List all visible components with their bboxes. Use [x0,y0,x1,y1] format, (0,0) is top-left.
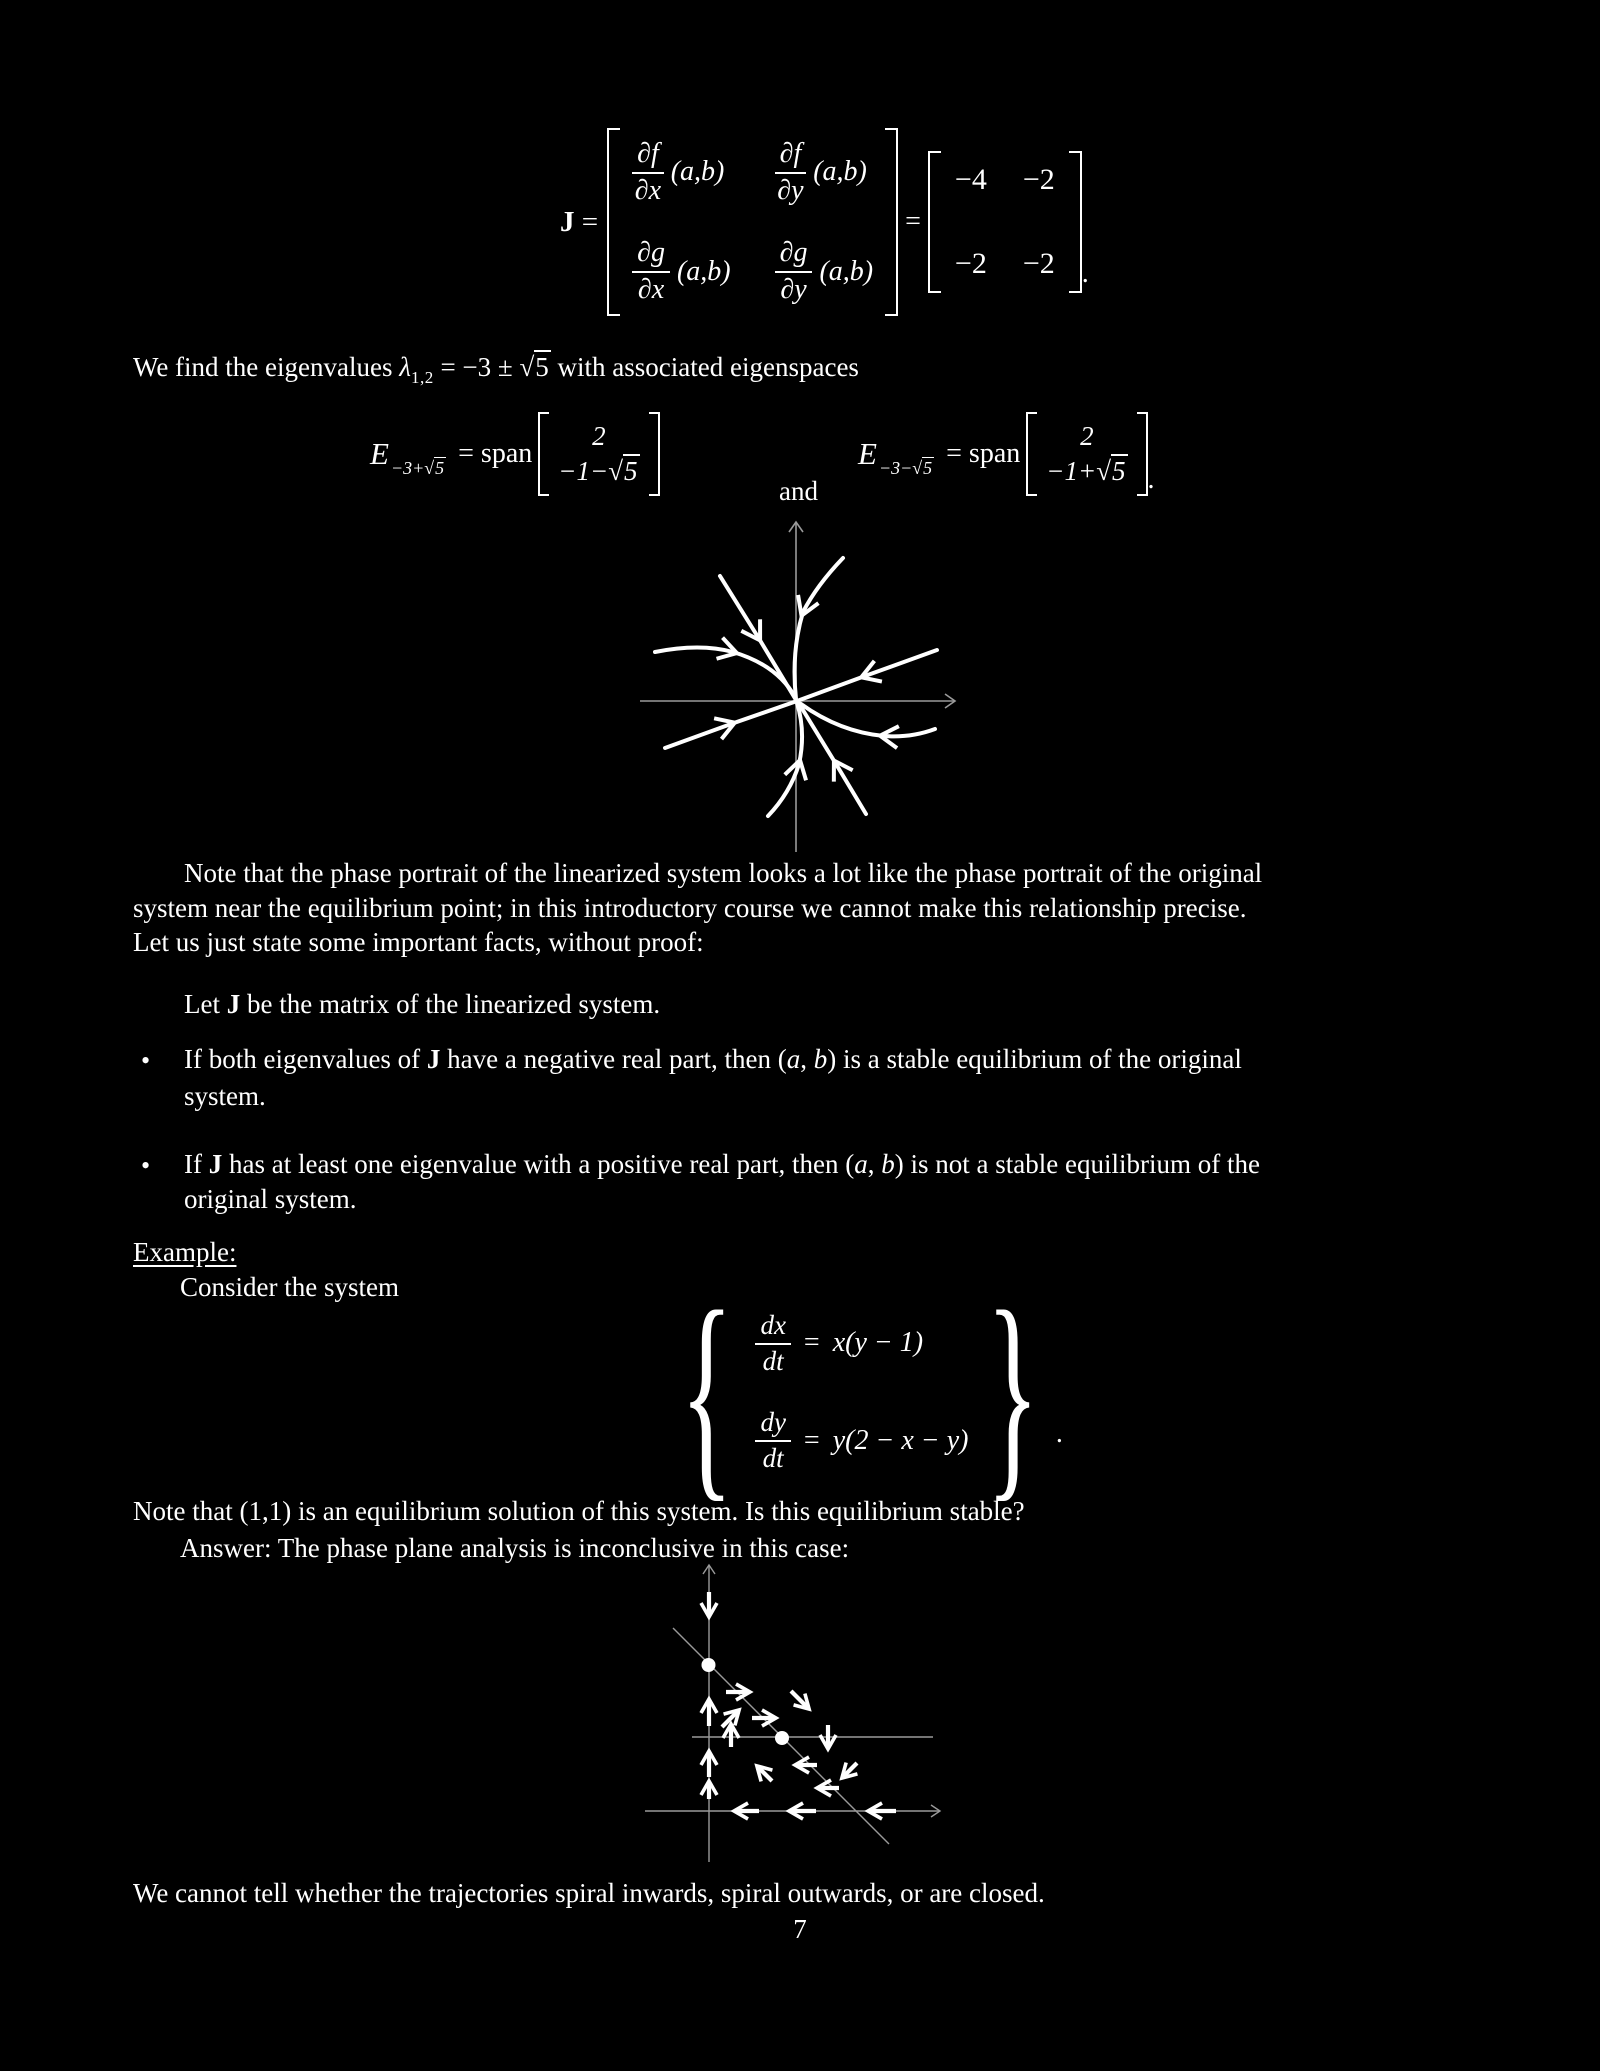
matrix-cell: $\frac{\partial g}{\partial y}$ (a,b) [775,237,874,306]
period: . [1055,1418,1063,1449]
jacobian-lhs: J = [560,205,599,238]
equilibrium-dot [775,1731,789,1745]
left-bracket [538,412,549,496]
eigenvector: 2 −1+√5 [1046,421,1126,486]
left-bracket [1026,412,1037,496]
period: . [1147,464,1155,495]
bullet-item-unstable-line2: original system. [184,1184,357,1214]
right-brace: } [986,1263,1040,1521]
right-bracket [649,412,660,496]
right-bracket [1137,412,1148,496]
equilibrium-dot [702,1658,716,1672]
eigenspace-right: E −3−√5 = span 2 −1+√5 . [858,412,1155,496]
eigenvector: 2 −1−√5 [558,421,638,486]
bullet-marker: • [141,1046,151,1075]
bullet-item-stable-line2: system. [184,1081,266,1111]
example-intro: Consider the system [180,1272,399,1302]
trajectory-curve [795,558,843,699]
right-bracket [1069,151,1082,293]
matrix-cell: $\frac{\partial g}{\partial x}$ (a,b) [632,237,731,306]
trajectory-eigendirection [665,701,797,748]
matrix-value: −2 [954,247,987,280]
eigenspace-left: E −3+√5 = span 2 −1−√5 [370,412,660,496]
closing-line: We cannot tell whether the trajectories spiral inwards, spiral outwards, or are closed. [133,1878,1045,1908]
field-arrow-down-left [844,1763,857,1776]
ode-equation-1: $\frac{dx}{dt}$ = x(y − 1) [755,1310,968,1377]
note-paragraph-line-3: Let us just state some important facts, without proof: [133,927,704,957]
answer-line: Answer: The phase plane analysis is inconclusive in this case: [180,1533,850,1563]
and-connector: and [779,476,818,506]
phase-portrait-node-figure [600,508,980,858]
period: . [1081,258,1089,289]
field-arrow-up-left [759,1768,772,1781]
note-paragraph-line-2: system near the equilibrium point; in this introductory course we cannot make this relationship precise. [133,893,1247,923]
left-bracket [607,128,620,316]
matrix-value: −2 [1022,163,1055,196]
left-bracket [928,151,941,293]
matrix-of-partials [624,128,881,317]
matrix-value: −4 [954,163,987,196]
let-j-line: Let J be the matrix of the linearized system. [184,989,661,1019]
jacobian-equation [560,128,1089,316]
right-bracket [885,128,898,316]
sqrt-sign: √ [519,352,535,382]
trajectory-curve [768,703,802,816]
trajectory-eigendirection [797,650,937,701]
equals-sign: = [905,206,921,237]
field-arrow-down-right [791,1691,807,1707]
matrix-cell: $\frac{\partial f}{\partial y}$ (a,b) [775,138,874,207]
bullet-item-unstable: If J has at least one eigenvalue with a positive real part, then (a, b) is not a stable equilibrium of the [184,1149,1260,1179]
ode-equation-2: $\frac{dy}{dt}$ = y(2 − x − y) [755,1407,968,1474]
example-heading: Example: [133,1237,237,1267]
matrix-value: −2 [1022,247,1055,280]
ode-system [664,1263,1063,1521]
bullet-item-stable: If both eigenvalues of J have a negative real part, then (a, b) is a stable equilibrium of the original [184,1044,1242,1074]
bullet-marker: • [141,1151,151,1180]
equilibrium-note-line: Note that (1,1) is an equilibrium solution of this system. Is this equilibrium stable? [133,1496,1025,1526]
value-matrix [945,151,1065,293]
eigenvalues-line: We find the eigenvalues $\lambda_{1,2} = -3 \pm √5$ with associated eigenspaces [133,352,859,387]
trajectory-curve [801,704,935,736]
field-arrow-up-right [722,1712,737,1727]
phase-plane-inconclusive-figure [628,1554,975,1884]
trajectory-curve [655,648,795,698]
page-number: 7 [793,1914,807,1944]
left-brace: { [680,1263,734,1521]
trajectory-eigendirection [798,702,866,814]
note-paragraph-line-1: Note that the phase portrait of the linearized system looks a lot like the phase portrait of the original [184,858,1263,888]
matrix-cell: $\frac{\partial f}{\partial x}$ (a,b) [632,138,731,207]
